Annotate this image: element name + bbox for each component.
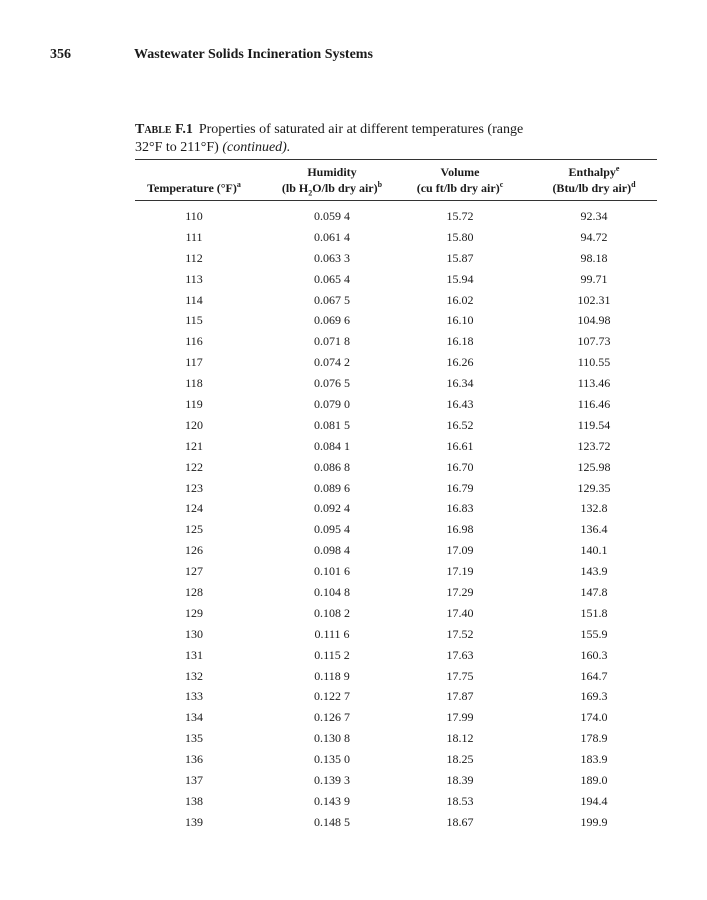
humidity-cell: 0.139 3	[314, 773, 350, 788]
volume-cell: 15.94	[446, 271, 474, 286]
volume-cell: 16.18	[446, 334, 474, 349]
volume-cell: 17.40	[446, 605, 474, 620]
volume-cell: 16.98	[446, 522, 474, 537]
volume-cell: 15.87	[446, 250, 474, 265]
volume-cell: 18.12	[446, 731, 474, 746]
enthalpy-cell: 113.46	[577, 376, 611, 391]
volume-cell: 16.43	[446, 397, 474, 412]
table-caption	[135, 121, 535, 157]
enthalpy-cell: 129.35	[577, 480, 611, 495]
humidity-cell: 0.069 6	[314, 313, 350, 328]
humidity-cell: 0.122 7	[314, 689, 350, 704]
enthalpy-cell: 119.54	[577, 417, 611, 432]
humidity-cell: 0.118 9	[314, 668, 350, 683]
humidity-cell: 0.135 0	[314, 752, 350, 767]
volume-cell: 17.87	[446, 689, 474, 704]
temperature-cell: 111	[185, 229, 203, 244]
humidity-cell: 0.089 6	[314, 480, 350, 495]
table-row	[0, 501, 707, 522]
volume-cell: 18.39	[446, 773, 474, 788]
temperature-cell: 110	[185, 209, 203, 223]
table-row	[0, 230, 707, 251]
volume-cell: 17.19	[446, 564, 474, 579]
humidity-cell: 0.095 4	[314, 522, 350, 537]
temperature-cell: 131	[185, 647, 203, 662]
volume-cell: 17.63	[446, 647, 474, 662]
volume-cell: 17.52	[446, 626, 474, 641]
humidity-cell: 0.130 8	[314, 731, 350, 746]
table-row	[0, 752, 707, 773]
enthalpy-cell: 143.9	[580, 564, 608, 579]
table-label: Table F.1	[135, 122, 193, 137]
enthalpy-cell: 194.4	[580, 793, 608, 808]
enthalpy-cell: 98.18	[580, 250, 608, 265]
enthalpy-cell: 164.7	[580, 668, 608, 683]
temperature-cell: 116	[185, 334, 203, 349]
table-row	[0, 564, 707, 585]
caption-continued: (continued).	[222, 140, 291, 155]
temperature-header: Temperature $(^\circ F)^a$	[147, 180, 241, 195]
temperature-cell: 128	[185, 585, 203, 600]
volume-cell: 16.52	[446, 417, 474, 432]
enthalpy-cell: 92.34	[580, 209, 608, 223]
table-row	[0, 710, 707, 731]
humidity-cell: 0.148 5	[314, 814, 350, 829]
humidity-cell: 0.059 4	[314, 209, 350, 223]
enthalpy-cell: 183.9	[580, 752, 608, 767]
running-head	[50, 47, 373, 63]
temperature-cell: 135	[185, 731, 203, 746]
humidity-cell: 0.076 5	[314, 376, 350, 391]
enthalpy-cell: 160.3	[580, 647, 608, 662]
table-row	[0, 272, 707, 293]
volume-cell: 17.09	[446, 543, 474, 558]
temperature-cell: 114	[185, 292, 203, 307]
enthalpy-cell: 147.8	[580, 585, 608, 600]
humidity-cell: 0.071 8	[314, 334, 350, 349]
temperature-cell: 120	[185, 417, 203, 432]
temperature-cell: 113	[185, 271, 203, 286]
temperature-cell: 123	[185, 480, 203, 495]
volume-units: (cu ft/lb dry air)$^c$	[416, 180, 504, 195]
humidity-cell: 0.079 0	[314, 397, 350, 412]
table-row	[0, 669, 707, 690]
temperature-cell: 121	[185, 438, 203, 453]
humidity-cell: 0.101 6	[314, 564, 350, 579]
humidity-cell: 0.111 6	[314, 626, 350, 641]
enthalpy-cell: 104.98	[577, 313, 611, 328]
enthalpy-cell: 178.9	[580, 731, 608, 746]
table-row	[0, 460, 707, 481]
caption-text: Properties of saturated air at different temperatures (range 32°F to 211°F)	[135, 122, 524, 155]
table-row	[0, 209, 707, 230]
temperature-cell: 130	[185, 626, 203, 641]
temperature-cell: 117	[185, 355, 203, 370]
volume-cell: 18.67	[446, 814, 474, 829]
table-row	[0, 293, 707, 314]
temperature-cell: 134	[185, 710, 203, 725]
enthalpy-cell: 123.72	[577, 438, 611, 453]
temperature-cell: 133	[185, 689, 203, 704]
temperature-cell: 122	[185, 459, 203, 474]
volume-header: Volume	[440, 165, 480, 179]
table-row	[0, 627, 707, 648]
humidity-cell: 0.065 4	[314, 271, 350, 286]
volume-cell: 15.72	[446, 209, 474, 223]
humidity-cell: 0.108 2	[314, 605, 350, 620]
humidity-cell: 0.061 4	[314, 229, 350, 244]
humidity-cell: 0.063 3	[314, 250, 350, 265]
enthalpy-cell: 136.4	[580, 522, 608, 537]
table-row	[0, 648, 707, 669]
volume-cell: 15.80	[446, 229, 474, 244]
enthalpy-cell: 189.0	[580, 773, 608, 788]
volume-cell: 16.79	[446, 480, 474, 495]
temperature-cell: 112	[185, 250, 203, 265]
temperature-cell: 124	[185, 501, 203, 516]
humidity-header: Humidity	[307, 165, 357, 179]
enthalpy-cell: 132.8	[580, 501, 608, 516]
volume-cell: 18.25	[446, 752, 474, 767]
temperature-cell: 137	[185, 773, 203, 788]
table-row	[0, 313, 707, 334]
humidity-cell: 0.074 2	[314, 355, 350, 370]
enthalpy-cell: 140.1	[580, 543, 608, 558]
humidity-cell: 0.092 4	[314, 501, 350, 516]
volume-cell: 17.29	[446, 585, 474, 600]
volume-cell: 16.83	[446, 501, 474, 516]
table-row	[0, 794, 707, 815]
volume-cell: 17.99	[446, 710, 474, 725]
temperature-cell: 132	[185, 668, 203, 683]
table-row	[0, 585, 707, 606]
humidity-cell: 0.086 8	[314, 459, 350, 474]
running-title: Wastewater Solids Incineration Systems	[134, 47, 373, 62]
volume-cell: 16.02	[446, 292, 474, 307]
volume-cell: 16.10	[446, 313, 474, 328]
table-row	[0, 543, 707, 564]
volume-cell: 16.70	[446, 459, 474, 474]
enthalpy-cell: 110.55	[577, 355, 611, 370]
table-row	[0, 418, 707, 439]
table-header-rule	[135, 200, 657, 201]
humidity-cell: 0.143 9	[314, 793, 350, 808]
enthalpy-cell: 94.72	[580, 229, 608, 244]
temperature-cell: 115	[185, 313, 203, 328]
temperature-cell: 129	[185, 605, 203, 620]
temperature-cell: 125	[185, 522, 203, 537]
enthalpy-cell: 102.31	[577, 292, 611, 307]
table-row	[0, 355, 707, 376]
humidity-cell: 0.084 1	[314, 438, 350, 453]
enthalpy-cell: 116.46	[577, 397, 611, 412]
temperature-cell: 139	[185, 814, 203, 829]
enthalpy-cell: 174.0	[580, 710, 608, 725]
enthalpy-cell: 125.98	[577, 459, 611, 474]
volume-cell: 16.34	[446, 376, 474, 391]
enthalpy-units: (Btu/lb dry air)$^d$	[552, 180, 636, 195]
humidity-cell: 0.098 4	[314, 543, 350, 558]
page-number: 356	[50, 47, 71, 62]
volume-cell: 16.26	[446, 355, 474, 370]
table-row	[0, 251, 707, 272]
table-top-rule	[135, 159, 657, 160]
humidity-cell: 0.081 5	[314, 417, 350, 432]
humidity-units: (lb $H_2O/lb$ dry air)$^b$	[281, 180, 383, 198]
table-row	[0, 773, 707, 794]
table-body	[0, 209, 707, 836]
table-row	[0, 397, 707, 418]
table-row	[0, 376, 707, 397]
enthalpy-cell: 107.73	[577, 334, 611, 349]
enthalpy-cell: 169.3	[580, 689, 608, 704]
table-row	[0, 689, 707, 710]
table-row	[0, 439, 707, 460]
table-row	[0, 481, 707, 502]
enthalpy-cell: 151.8	[580, 605, 608, 620]
enthalpy-header: Enthalpy$^e$	[568, 164, 620, 179]
humidity-cell: 0.104 8	[314, 585, 350, 600]
volume-cell: 17.75	[446, 668, 474, 683]
temperature-cell: 136	[185, 752, 203, 767]
table-row	[0, 815, 707, 836]
enthalpy-cell: 99.71	[580, 271, 608, 286]
table-row	[0, 731, 707, 752]
table-row	[0, 522, 707, 543]
temperature-cell: 138	[185, 793, 203, 808]
humidity-cell: 0.067 5	[314, 292, 350, 307]
humidity-cell: 0.126 7	[314, 710, 350, 725]
temperature-cell: 119	[185, 397, 203, 412]
volume-cell: 16.61	[446, 438, 474, 453]
table-row	[0, 334, 707, 355]
table-row	[0, 606, 707, 627]
temperature-cell: 118	[185, 376, 203, 391]
temperature-cell: 126	[185, 543, 203, 558]
enthalpy-cell: 155.9	[580, 626, 608, 641]
volume-cell: 18.53	[446, 793, 474, 808]
enthalpy-cell: 199.9	[580, 814, 608, 829]
humidity-cell: 0.115 2	[314, 647, 350, 662]
temperature-cell: 127	[185, 564, 203, 579]
